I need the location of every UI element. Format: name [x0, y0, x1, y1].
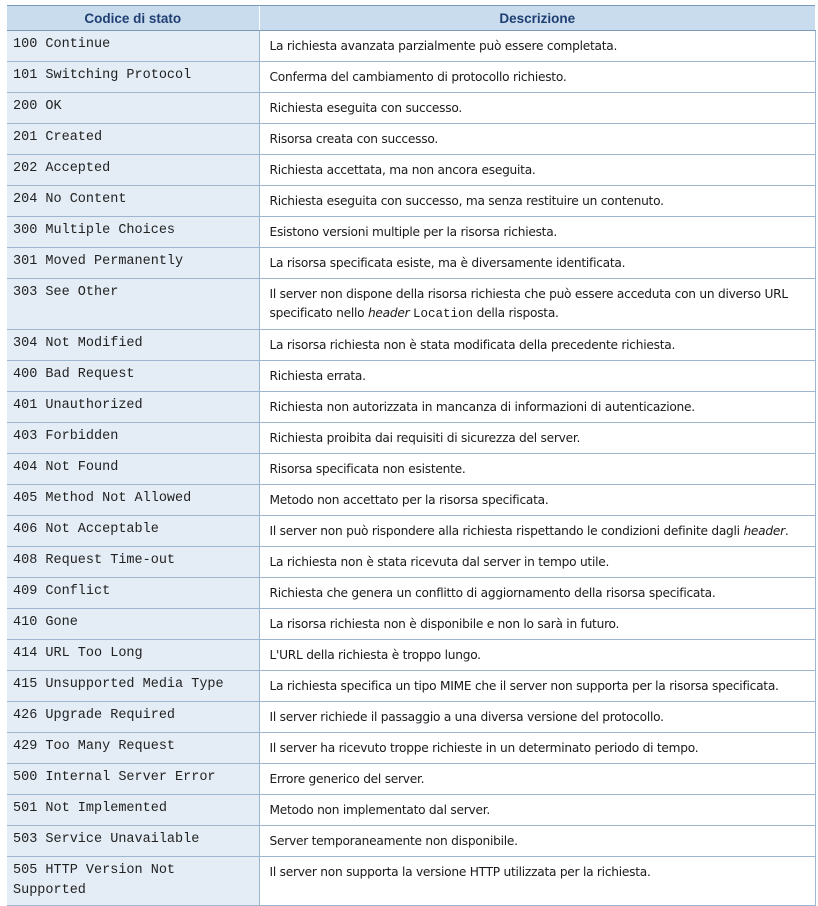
description-cell	[259, 516, 815, 547]
table-row	[7, 361, 815, 392]
status-code-cell: 401 Unauthorized	[7, 392, 259, 423]
table-row	[7, 578, 815, 609]
column-header-code: Codice di stato	[7, 6, 259, 31]
description-cell: Richiesta errata.	[259, 361, 815, 392]
description-cell: La risorsa richiesta non è stata modificata della precedente richiesta.	[259, 330, 815, 361]
status-code-cell: 404 Not Found	[7, 454, 259, 485]
status-code-cell: 414 URL Too Long	[7, 640, 259, 671]
description-text: Il server non dispone della risorsa richiesta che può essere acceduta con un diverso URL specificato nello	[269, 287, 788, 320]
status-code-cell: 406 Not Acceptable	[7, 516, 259, 547]
status-code-cell: 303 See Other	[7, 279, 259, 330]
table-row	[7, 279, 815, 330]
table-row	[7, 671, 815, 702]
description-cell: Richiesta eseguita con successo, ma senza restituire un contenuto.	[259, 186, 815, 217]
table-row	[7, 155, 815, 186]
status-code-cell: 503 Service Unavailable	[7, 826, 259, 857]
description-cell: Richiesta non autorizzata in mancanza di informazioni di autenticazione.	[259, 392, 815, 423]
description-cell: Il server non supporta la versione HTTP utilizzata per la richiesta.	[259, 857, 815, 906]
description-emphasis: header	[743, 524, 785, 538]
description-text: .	[784, 524, 789, 538]
description-cell: Richiesta proibita dai requisiti di sicurezza del server.	[259, 423, 815, 454]
description-cell: La richiesta avanzata parzialmente può essere completata.	[259, 31, 815, 62]
status-code-cell: 201 Created	[7, 124, 259, 155]
status-code-cell: 301 Moved Permanently	[7, 248, 259, 279]
status-code-table	[7, 5, 816, 906]
description-cell: Esistono versioni multiple per la risorsa richiesta.	[259, 217, 815, 248]
description-cell: L'URL della richiesta è troppo lungo.	[259, 640, 815, 671]
status-code-cell: 429 Too Many Request	[7, 733, 259, 764]
description-cell: La richiesta specifica un tipo MIME che il server non supporta per la risorsa specificata.	[259, 671, 815, 702]
description-cell: La risorsa specificata esiste, ma è diversamente identificata.	[259, 248, 815, 279]
status-code-cell: 501 Not Implemented	[7, 795, 259, 826]
status-code-cell: 415 Unsupported Media Type	[7, 671, 259, 702]
table-row	[7, 516, 815, 547]
description-cell: Richiesta accettata, ma non ancora eseguita.	[259, 155, 815, 186]
status-code-cell: 304 Not Modified	[7, 330, 259, 361]
description-cell: Risorsa specificata non esistente.	[259, 454, 815, 485]
description-cell: Risorsa creata con successo.	[259, 124, 815, 155]
description-cell: Il server richiede il passaggio a una diversa versione del protocollo.	[259, 702, 815, 733]
table-row	[7, 124, 815, 155]
status-code-cell: 426 Upgrade Required	[7, 702, 259, 733]
description-cell	[259, 279, 815, 330]
description-code: Location	[413, 307, 474, 321]
table-row	[7, 640, 815, 671]
status-code-cell: 403 Forbidden	[7, 423, 259, 454]
status-code-cell: 202 Accepted	[7, 155, 259, 186]
table-row	[7, 547, 815, 578]
description-cell: Metodo non accettato per la risorsa specificata.	[259, 485, 815, 516]
table-row	[7, 330, 815, 361]
table-row	[7, 217, 815, 248]
status-code-cell: 400 Bad Request	[7, 361, 259, 392]
status-code-cell: 101 Switching Protocol	[7, 62, 259, 93]
table-row	[7, 423, 815, 454]
table-row	[7, 454, 815, 485]
table-row	[7, 795, 815, 826]
table-row	[7, 248, 815, 279]
status-code-cell: 204 No Content	[7, 186, 259, 217]
description-cell: Il server ha ricevuto troppe richieste in un determinato periodo di tempo.	[259, 733, 815, 764]
description-cell: Conferma del cambiamento di protocollo richiesto.	[259, 62, 815, 93]
table-row	[7, 485, 815, 516]
description-text: Il server non può rispondere alla richiesta rispettando le condizioni definite dagli	[269, 524, 744, 538]
table-row	[7, 826, 815, 857]
table-row	[7, 186, 815, 217]
table-row	[7, 764, 815, 795]
status-code-cell: 405 Method Not Allowed	[7, 485, 259, 516]
status-code-cell: 410 Gone	[7, 609, 259, 640]
status-code-cell: 409 Conflict	[7, 578, 259, 609]
status-code-cell: 300 Multiple Choices	[7, 217, 259, 248]
description-cell: La richiesta non è stata ricevuta dal server in tempo utile.	[259, 547, 815, 578]
table-row	[7, 31, 815, 62]
table-row	[7, 93, 815, 124]
status-code-cell: 200 OK	[7, 93, 259, 124]
description-text: della risposta.	[473, 306, 559, 320]
table-row	[7, 857, 815, 906]
table-header-row	[7, 6, 815, 31]
description-cell: Server temporaneamente non disponibile.	[259, 826, 815, 857]
description-cell: La risorsa richiesta non è disponibile e non lo sarà in futuro.	[259, 609, 815, 640]
description-cell: Metodo non implementato dal server.	[259, 795, 815, 826]
table-row	[7, 609, 815, 640]
status-code-cell: 100 Continue	[7, 31, 259, 62]
description-cell: Richiesta che genera un conflitto di aggiornamento della risorsa specificata.	[259, 578, 815, 609]
table-row	[7, 702, 815, 733]
status-code-cell: 505 HTTP Version Not Supported	[7, 857, 259, 906]
status-code-cell: 408 Request Time-out	[7, 547, 259, 578]
description-emphasis: header	[367, 306, 410, 320]
table-row	[7, 733, 815, 764]
description-cell: Errore generico del server.	[259, 764, 815, 795]
column-header-description: Descrizione	[259, 6, 815, 31]
table-row	[7, 392, 815, 423]
description-cell: Richiesta eseguita con successo.	[259, 93, 815, 124]
table-row	[7, 62, 815, 93]
status-code-cell: 500 Internal Server Error	[7, 764, 259, 795]
